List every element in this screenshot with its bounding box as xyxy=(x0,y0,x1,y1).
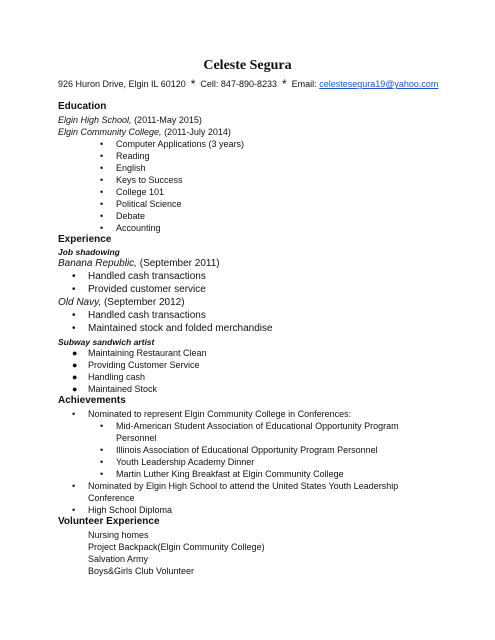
list-item: • Handled cash transactions xyxy=(72,310,206,321)
school-2-name: Elgin Community College, xyxy=(58,127,162,137)
list-item: • Illinois Association of Educational Opportunity Program Personnel xyxy=(100,445,378,455)
school-1 xyxy=(58,114,202,126)
bullet-icon: • xyxy=(100,445,104,455)
list-item: Project Backpack(Elgin Community College) xyxy=(88,542,265,552)
bullet-icon: • xyxy=(72,409,76,419)
cell-phone: Cell: 847-890-8233 xyxy=(200,79,277,89)
bullet-icon: • xyxy=(100,457,104,467)
email-label: Email: xyxy=(291,79,317,89)
job-3-title: Subway sandwich artist xyxy=(58,337,155,347)
separator-star: * xyxy=(190,77,196,91)
bullet-icon: • xyxy=(72,505,76,515)
school-1-name: Elgin High School, xyxy=(58,115,132,125)
list-item: • Provided customer service xyxy=(72,284,206,295)
list-item: ● Maintaining Restaurant Clean xyxy=(72,348,207,358)
list-item: • Maintained stock and folded merchandise xyxy=(72,323,273,334)
bullet-icon: • xyxy=(72,481,76,491)
bullet-icon: • xyxy=(100,211,104,221)
list-item: ● Maintained Stock xyxy=(72,384,158,394)
list-item-continuation: Conference xyxy=(88,493,135,503)
list-item: • Debate xyxy=(100,211,146,221)
bullet-icon: • xyxy=(100,139,104,149)
school-1-dates: (2011-May 2015) xyxy=(134,115,202,125)
job-1 xyxy=(58,258,220,270)
email-link[interactable]: celestesegura19@yahoo.com xyxy=(319,79,439,89)
job-2-dates: (September 2012) xyxy=(103,297,185,308)
list-item: • Mid-American Student Association of Educational Opportunity Program xyxy=(100,421,399,431)
bullet-icon: • xyxy=(100,163,104,173)
job-shadowing-title: Job shadowing xyxy=(58,247,120,257)
list-item: Salvation Army xyxy=(88,554,149,564)
job-2-employer: Old Navy, xyxy=(58,297,102,308)
list-item: • Reading xyxy=(100,151,150,161)
bullet-icon: • xyxy=(100,175,104,185)
list-item: • Keys to Success xyxy=(100,175,183,185)
separator-star: * xyxy=(281,77,287,91)
contact-line xyxy=(58,76,438,90)
experience-heading: Experience xyxy=(58,234,112,245)
list-item: • Nominated by Elgin High School to attend the United States Youth Leadership xyxy=(72,481,399,491)
list-item: • High School Diploma xyxy=(72,505,173,515)
bullet-icon: • xyxy=(72,310,76,321)
list-item: • Computer Applications (3 years) xyxy=(100,139,245,149)
bullet-icon: • xyxy=(72,284,76,295)
list-item: • College 101 xyxy=(100,187,165,197)
bullet-icon: • xyxy=(100,199,104,209)
list-item: • Political Science xyxy=(100,199,182,209)
bullet-icon: • xyxy=(72,271,76,282)
list-item: • Handled cash transactions xyxy=(72,271,206,282)
list-item: • Nominated to represent Elgin Community College in Conferences: xyxy=(72,409,352,419)
list-item: • Youth Leadership Academy Dinner xyxy=(100,457,255,467)
list-item: Nursing homes xyxy=(88,530,149,540)
list-item: • Martin Luther King Breakfast at Elgin Community College xyxy=(100,469,344,479)
job-2 xyxy=(58,297,185,309)
school-2 xyxy=(58,126,231,138)
school-2-dates: (2011-July 2014) xyxy=(164,127,231,137)
list-item: • Accounting xyxy=(100,223,161,233)
address: 926 Huron Drive, Elgin IL 60120 xyxy=(58,79,186,89)
list-item-continuation: Personnel xyxy=(116,433,157,443)
bullet-icon: • xyxy=(100,223,104,233)
candidate-name: Celeste Segura xyxy=(203,58,292,73)
job-1-employer: Banana Republic, xyxy=(58,258,137,269)
education-heading: Education xyxy=(58,101,107,112)
bullet-icon: • xyxy=(100,469,104,479)
list-item: • English xyxy=(100,163,146,173)
list-item: ● Handling cash xyxy=(72,372,146,382)
bullet-icon: • xyxy=(72,323,76,334)
bullet-icon: • xyxy=(100,421,104,431)
bullet-icon: ● xyxy=(72,348,78,358)
achievements-heading: Achievements xyxy=(58,395,126,406)
bullet-icon: • xyxy=(100,151,104,161)
list-item: Boys&Girls Club Volunteer xyxy=(88,566,195,576)
job-1-dates: (September 2011) xyxy=(139,258,220,269)
bullet-icon: • xyxy=(100,187,104,197)
bullet-icon: ● xyxy=(72,360,78,370)
bullet-icon: ● xyxy=(72,384,78,394)
bullet-icon: ● xyxy=(72,372,78,382)
list-item: ● Providing Customer Service xyxy=(72,360,200,370)
volunteer-heading: Volunteer Experience xyxy=(58,516,160,527)
